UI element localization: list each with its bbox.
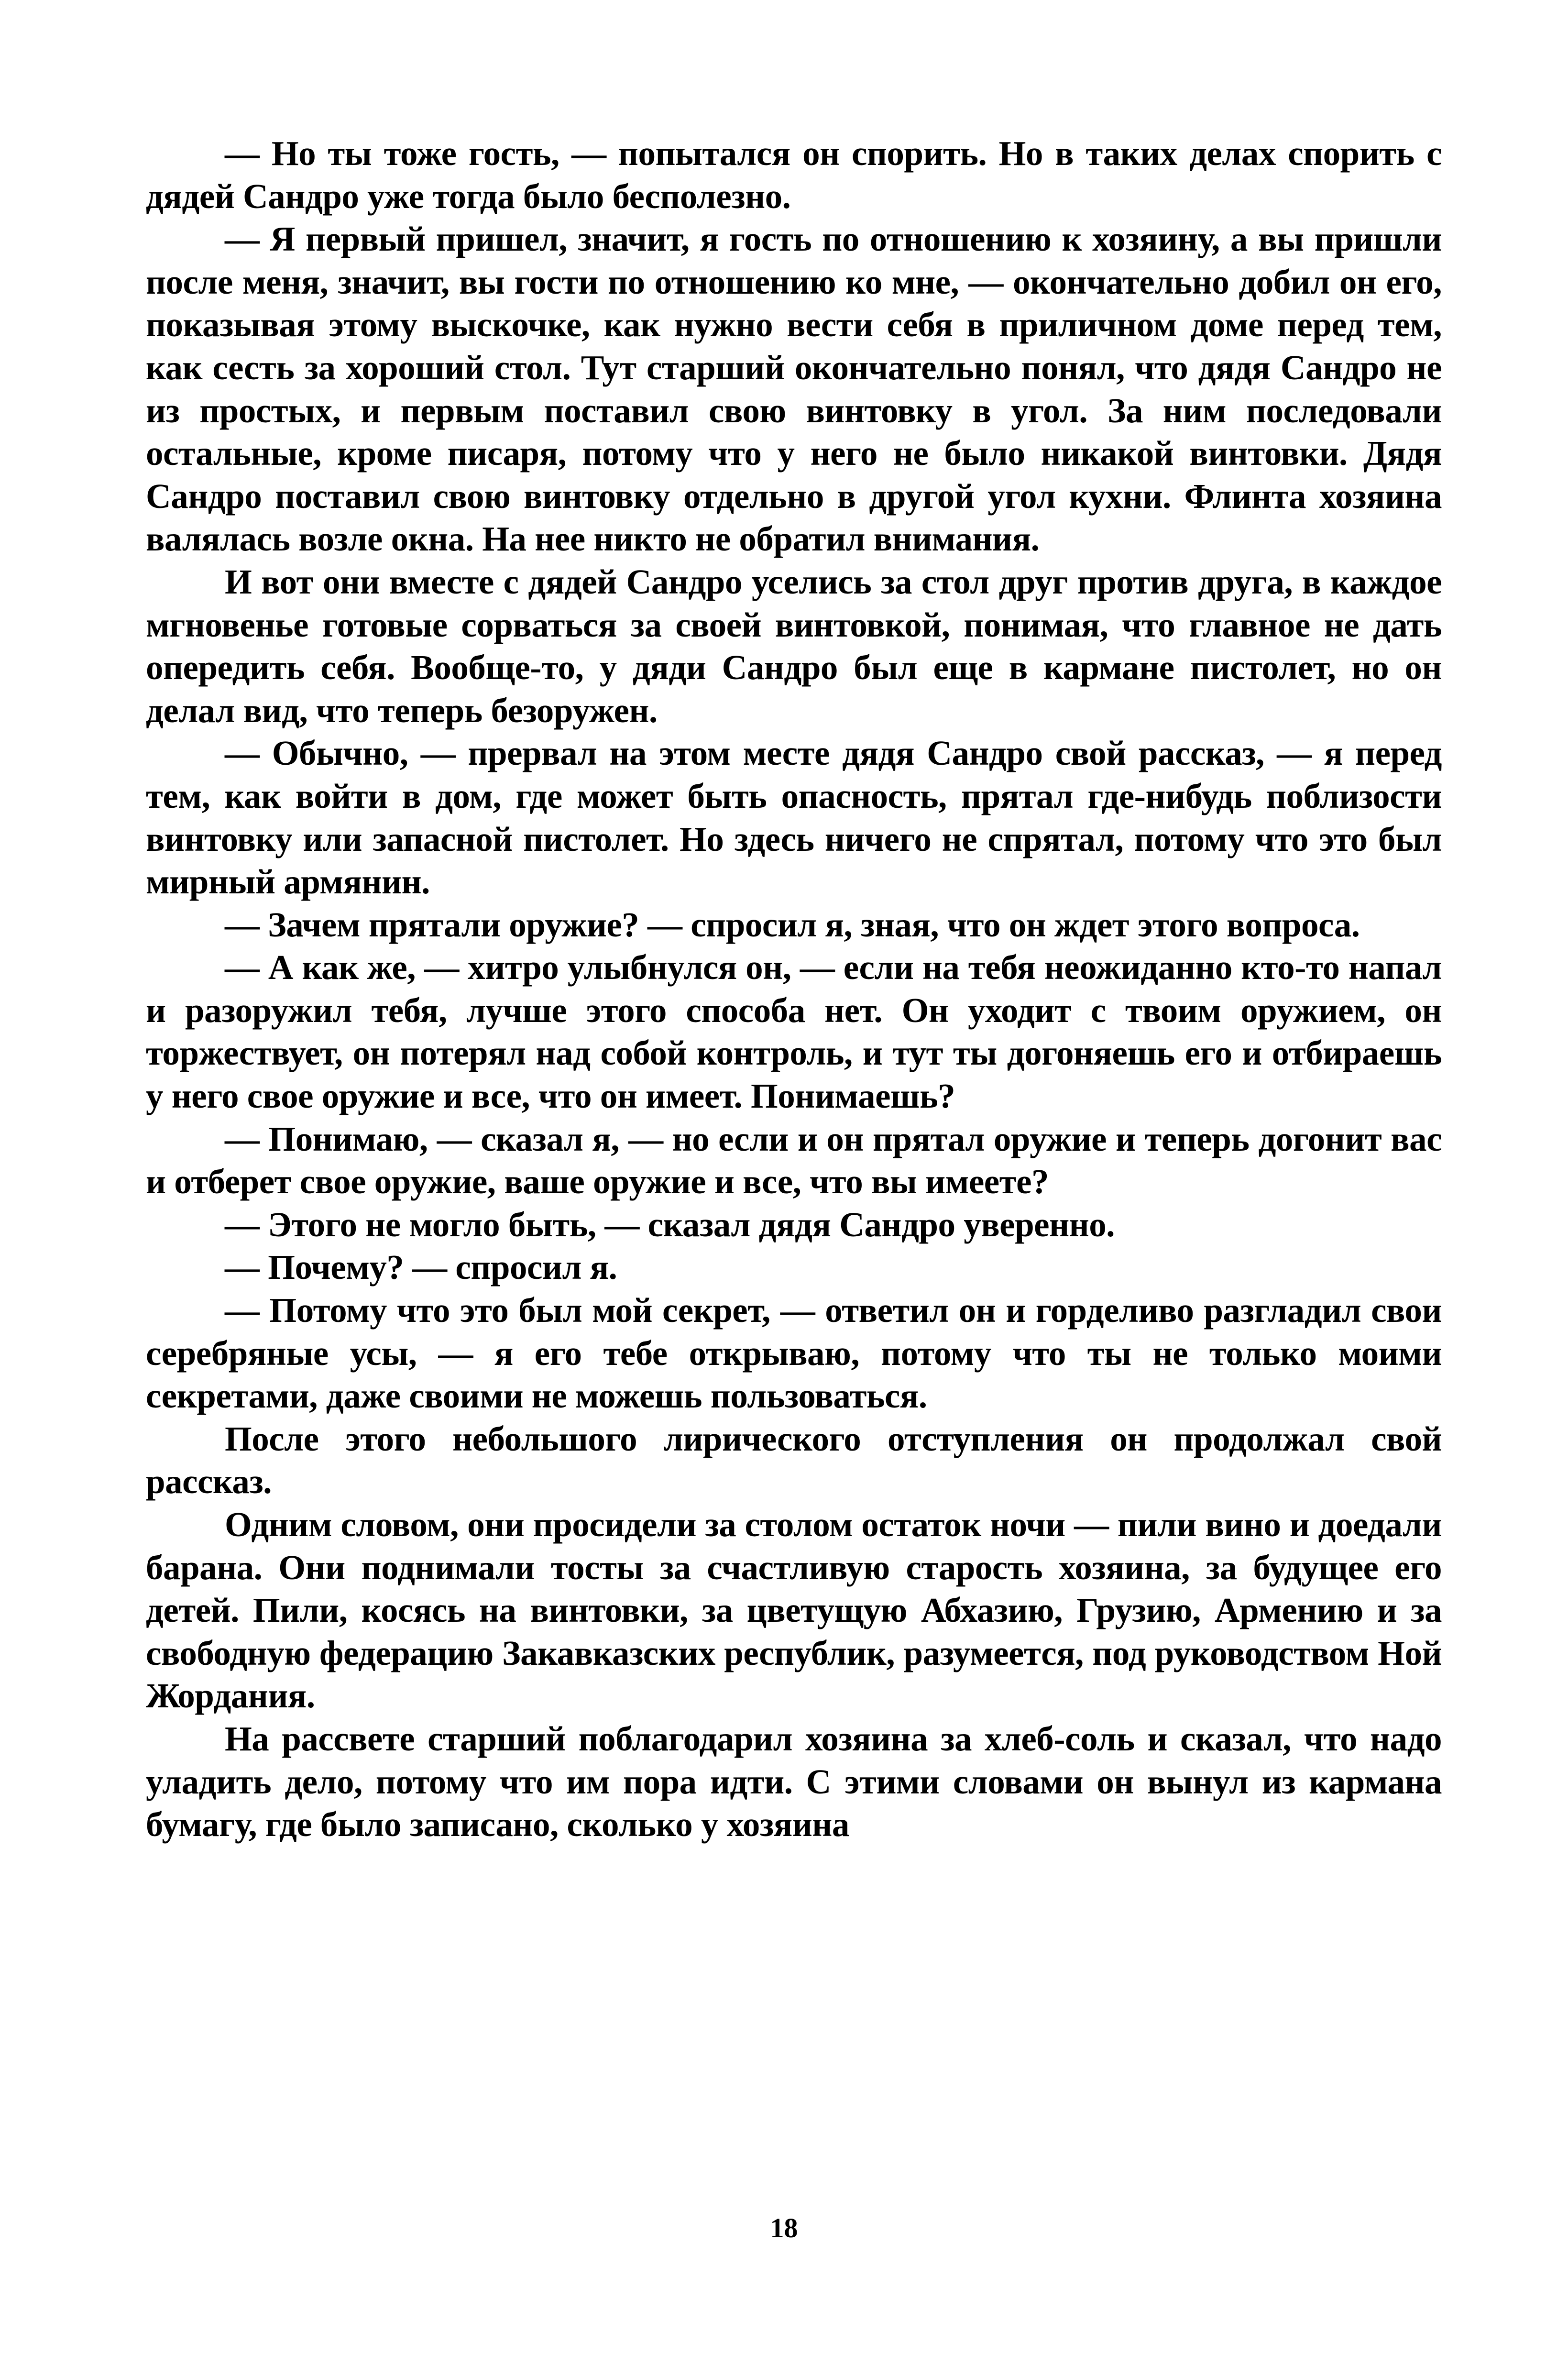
paragraph: — Почему? — спросил я.	[225, 1248, 617, 1287]
paragraph: После этого небольшого лирического отступления он продолжал свой рассказ.	[146, 1419, 1442, 1501]
paragraph: Одним словом, они просидели за столом остаток ночи — пили вино и доедали барана. Они поднимали тосты за счастливую старость хозяина, за будущее его детей. Пили, косясь на винтовки, за цветущую Абхазию, Грузию, Армению и за свободную федерацию Закавказских республик, разумеется, под руководством Ной Жордания.	[146, 1505, 1442, 1715]
paragraph: — Я первый пришел, значит, я гость по отношению к хозяину, а вы пришли после меня, значит, вы гости по отношению ко мне, — окончательно добил он его, показывая этому выскочке, как нужно вести себя в приличном доме перед тем, как сесть за хороший стол. Тут старший окончательно понял, что дядя Сандро не из простых, и первым поставил свою винтовку в угол. За ним последовали остальные, кроме писаря, потому что у него не было никакой винтовки. Дядя Сандро поставил свою винтовку отдельно в другой угол кухни. Флинта хозяина валялась возле окна. На нее никто не обратил внимания.	[146, 220, 1442, 559]
paragraph: — Понимаю, — сказал я, — но если и он прятал оружие и теперь догонит вас и отберет свое оружие, ваше оружие и все, что вы имеете?	[146, 1119, 1442, 1201]
page-number: 18	[770, 2212, 798, 2243]
paragraph: На рассвете старший поблагодарил хозяина за хлеб-соль и сказал, что надо уладить дело, потому что им пора идти. С этими словами он вынул из кармана бумагу, где было записано, сколько у хозяина	[146, 1719, 1442, 1844]
paragraph: — Но ты тоже гость, — попытался он спорить. Но в таких делах спорить с дядей Сандро уже тогда было бесполезно.	[146, 134, 1442, 216]
paragraph: — Этого не могло быть, — сказал дядя Сандро уверенно.	[225, 1205, 1115, 1244]
body-text	[146, 132, 1442, 1846]
paragraph: — Обычно, — прервал на этом месте дядя Сандро свой рассказ, — я перед тем, как войти в дом, где может быть опасность, прятал где-нибудь поблизости винтовку или запасной пистолет. Но здесь ничего не спрятал, потому что это был мирный армянин.	[146, 734, 1442, 902]
paragraph: И вот они вместе с дядей Сандро уселись за стол друг против друга, в каждое мгновенье готовые сорваться за своей винтовкой, понимая, что главное не дать опередить себя. Вообще-то, у дяди Сандро был еще в кармане пистолет, но он делал вид, что теперь безоружен.	[146, 562, 1442, 730]
paragraph: — Потому что это был мой секрет, — ответил он и горделиво разгладил свои серебряные усы, — я его тебе открываю, потому что ты не только моими секретами, даже своими не можешь пользоваться.	[146, 1291, 1442, 1416]
paragraph: — Зачем прятали оружие? — спросил я, зная, что он ждет этого вопроса.	[225, 905, 1360, 944]
paragraph: — А как же, — хитро улыбнулся он, — если на тебя неожиданно кто-то напал и разоружил тебя, лучше этого способа нет. Он уходит с твоим оружием, он торжествует, он потерял над собой контроль, и тут ты догоняешь его и отбираешь у него свое оружие и все, что он имеет. Понимаешь?	[146, 948, 1442, 1116]
